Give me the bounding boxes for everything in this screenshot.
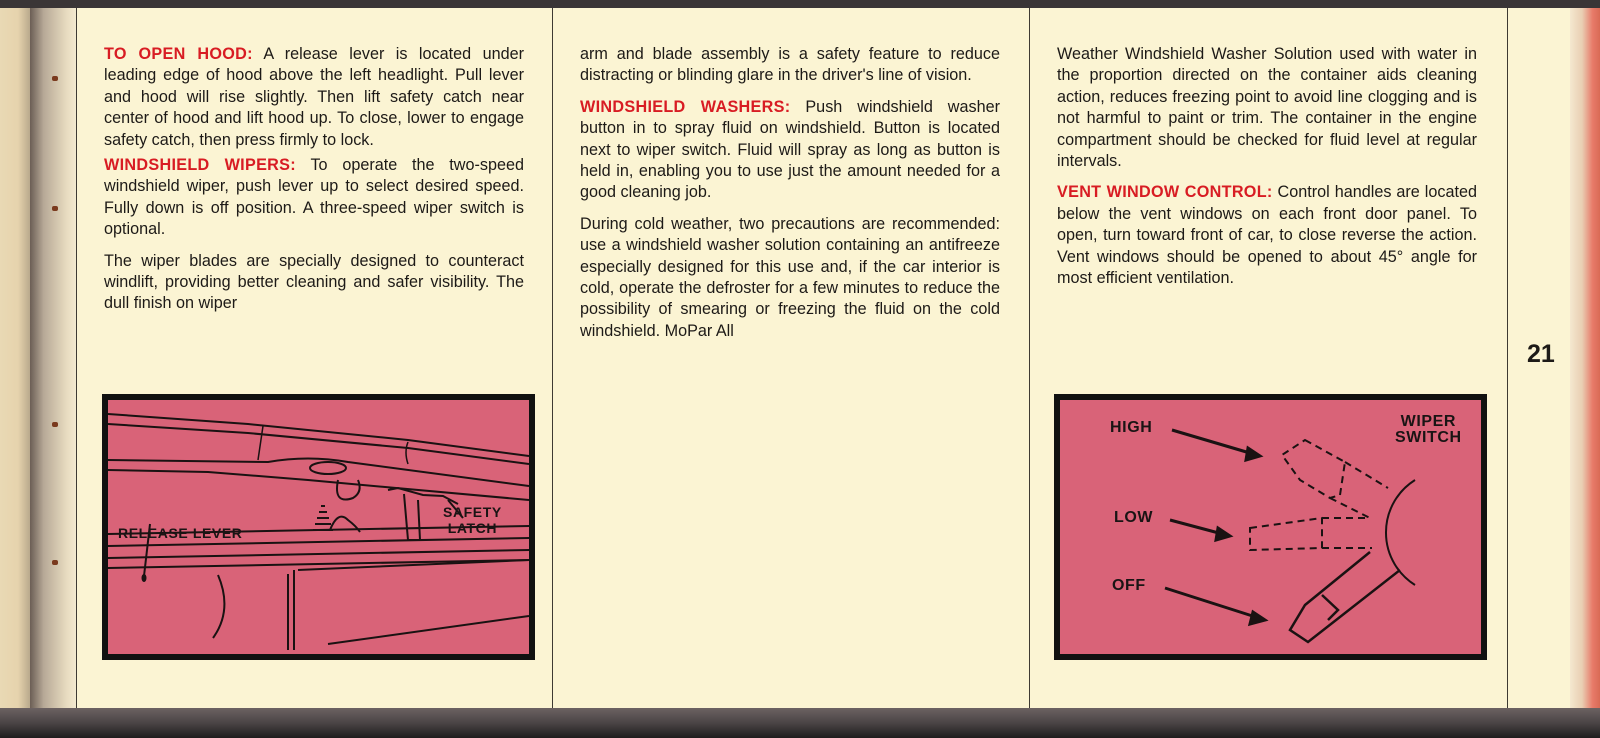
heading-windshield-washers: WINDSHIELD WASHERS: bbox=[580, 97, 791, 116]
column-rule bbox=[1029, 8, 1030, 708]
paragraph-wiper-arm: arm and blade assembly is a safety feature to reduce distracting or blinding glare in the driver's line of vision. bbox=[580, 45, 1000, 85]
binding-stitch bbox=[52, 76, 58, 81]
book-gutter bbox=[30, 8, 76, 708]
heading-open-hood: TO OPEN HOOD: bbox=[104, 45, 253, 63]
column-rule bbox=[76, 8, 77, 708]
column-3 bbox=[1057, 44, 1477, 299]
column-rule bbox=[1507, 8, 1508, 708]
column-2 bbox=[580, 44, 1000, 352]
paragraph-windshield-wipers: WINDSHIELD WIPERS: To operate the two-speed windshield wiper, push lever up to select desired speed. Fully down is off position. A three-speed wiper switch is optional. bbox=[104, 156, 524, 239]
safety-latch-label: SAFETY LATCH bbox=[443, 504, 502, 536]
paragraph-open-hood: TO OPEN HOOD: A release lever is located under leading edge of hood above the left headlight. Pull lever and hood will rise slightly. Then lift safety catch near center of hood and lift hood up. To close, lower to engage safety catch, then press firmly to lock. bbox=[104, 45, 524, 149]
binding-stitch bbox=[52, 422, 58, 427]
heading-windshield-wipers: WINDSHIELD WIPERS: bbox=[104, 156, 296, 175]
wiper-switch-illustration bbox=[1054, 394, 1487, 660]
low-label: LOW bbox=[1114, 509, 1154, 526]
book-bottom-shadow bbox=[0, 708, 1600, 738]
hood-release-illustration bbox=[102, 394, 535, 660]
column-1 bbox=[104, 44, 524, 325]
paragraph-vent-window: VENT WINDOW CONTROL: Control handles are located below the vent windows on each front door panel. To open, turn toward front of car, to close reverse the action. Vent windows should be opened to about 45° angle for most efficient ventilation. bbox=[1057, 183, 1477, 288]
binding-stitch bbox=[52, 560, 58, 565]
paragraph-cold-weather: During cold weather, two precautions are recommended: use a windshield washer solution containing an antifreeze especially designed for this use and, if the car interior is cold, operate the defroster for a few minutes to reduce the possibility of smearing or freezing the fluid on the cold windshield. MoPar All bbox=[580, 214, 1000, 340]
right-page-edge bbox=[1570, 8, 1600, 708]
binding-stitch bbox=[52, 206, 58, 211]
release-lever-label: RELEASE LEVER bbox=[118, 525, 243, 541]
high-label: HIGH bbox=[1110, 419, 1153, 436]
heading-vent-window: VENT WINDOW CONTROL: bbox=[1057, 183, 1273, 202]
paragraph-wiper-blades: The wiper blades are specially designed to counteract windlift, providing better cleaning and safer visibility. The dull finish on wiper bbox=[104, 251, 524, 313]
column-rule bbox=[552, 8, 553, 708]
page-number: 21 bbox=[1527, 340, 1555, 368]
paragraph-windshield-washers: WINDSHIELD WASHERS: Push windshield washer button in to spray fluid on windshield. Button is located next to wiper switch. Fluid will spray as long as button is held in, enabling you to use just the amount needed for a good cleaning job. bbox=[580, 97, 1000, 202]
paragraph-washer-solution: Weather Windshield Washer Solution used with water in the proportion directed on the container aids cleaning action, reduces freezing point to avoid line clogging and is not harmful to paint or trim. The container in the engine compartment should be checked for fluid level at regular intervals. bbox=[1057, 45, 1477, 171]
wiper-switch-label: WIPER SWITCH bbox=[1395, 413, 1462, 446]
left-page-edge bbox=[0, 8, 30, 708]
off-label: OFF bbox=[1112, 577, 1146, 594]
